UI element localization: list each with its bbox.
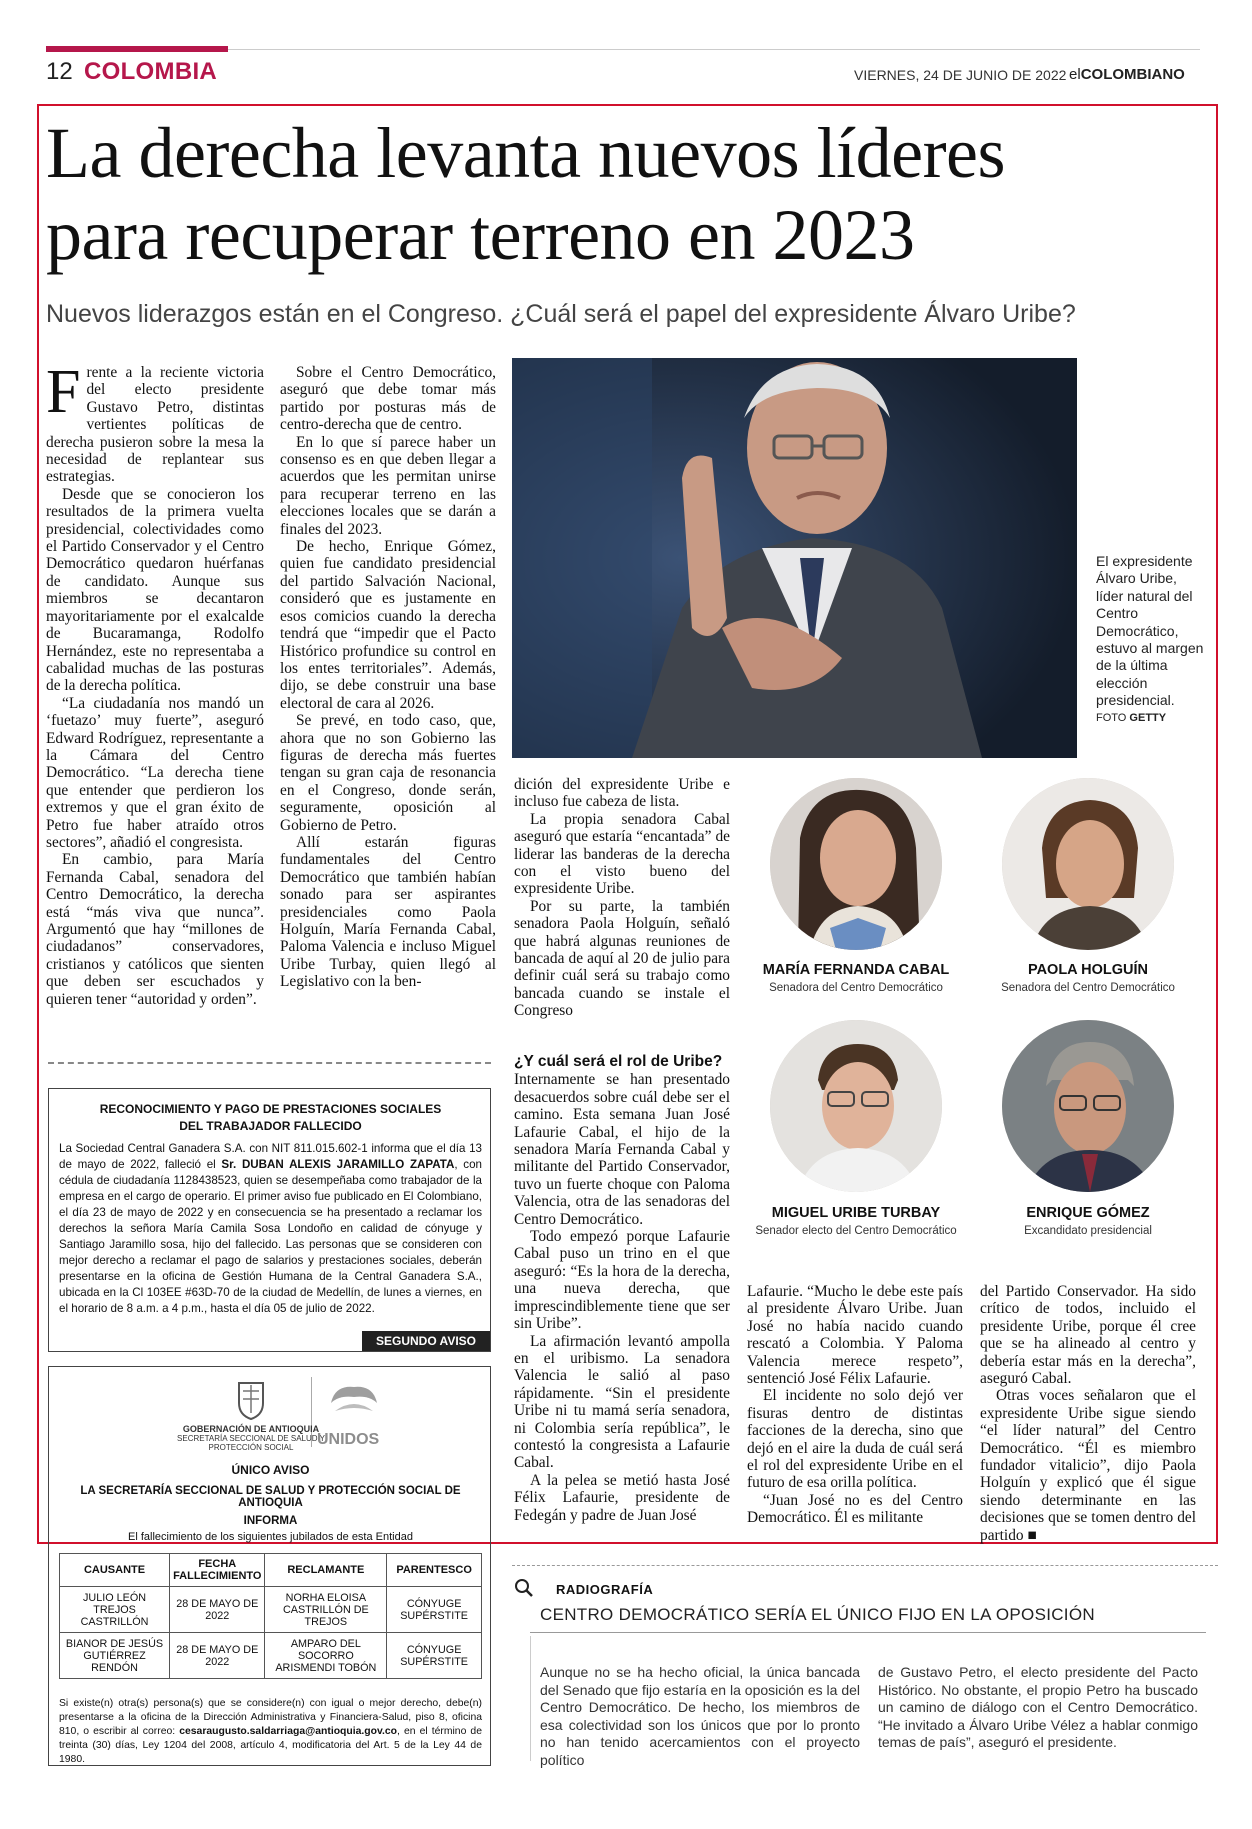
profile-name: MARÍA FERNANDA CABAL xyxy=(762,962,950,978)
death-notice-ad xyxy=(48,1088,491,1352)
table-row: BIANOR DE JESÚS GUTIÉRREZ RENDÓN 28 DE MAYO DE 2022 AMPARO DEL SOCORRO ARISMENDI TOBÓN CÓNYUGE SUPÉRSTITE xyxy=(60,1633,482,1679)
article-column-3-bottom: ¿Y cuál será el rol de Uribe? Internamente se han presentado desacuerdos sobre cuál debe ser el camino. Esta semana Juan José Lafaurie Cabal, el hijo de la senadora María Fernanda Cabal y militante del Partido Conservador, tuvo un fuerte choque con Paloma Valencia, otra de las senadoras del Centro Democrático. Todo empezó porque Lafaurie Cabal puso un trino en el que aseguró: “Es la hora de la derecha, una nueva derecha, que imprescindiblemente tiene que ser sin Uribe”. La afirmación levantó ampolla en el uribismo. La senadora Valencia le salió al paso rápidamente. “Sin el presidente Uribe ni tu mamá sería senadora, ni Colombia sería república”, le contestó la congresista a Lafaurie Cabal. A la pelea se metió hasta José Félix Lafaurie, presidente de Fedegán y padre de Juan José xyxy=(514,1053,730,1524)
article-column-2: Sobre el Centro Democrático, aseguró que debe tomar más partido por posturas más de centro-derecha que de centro. En lo que sí parece haber un consenso es en que deben llegar a acuerdos que les permitan unirse para recuperar terreno en las elecciones locales que se darán a finales del 2023. De hecho, Enrique Gómez, quien fue candidato presidencial del partido Salvación Nacional, consideró que es justamente en esos comicios cuando la derecha tendrá que “impedir que el Pacto Histórico profundice su control en los entes territoriales”. Además, dijo, se debe construir una base electoral de cara al 2026. Se prevé, en todo caso, que, ahora que no son Gobierno las figuras de derecha más fuertes tengan su gran caja de resonancia en el Congreso, donde serán, seguramente, oposición al Gobierno de Petro. Allí estarán figuras fundamentales del Centro Democrático que también habían sonado para ser aspirantes presidenciales como Paola Holguín, María Fernanda Cabal, Paloma Valencia e incluso Miguel Uribe Turbay, quien llegó al Legislativo con la ben- xyxy=(280,364,496,991)
profile-name: MIGUEL URIBE TURBAY xyxy=(771,1205,941,1221)
uribe-turbay-portrait xyxy=(770,1020,942,1192)
radiografia-label: RADIOGRAFÍA xyxy=(556,1582,654,1597)
notice-footer: Si existe(n) otra(s) persona(s) que se considere(n) con igual o mejor derecho, debe(n) presentarse a la oficina de la Dirección Administrativa y Financiera-Salud, piso 8, oficina 810, o escribir al correo: cesaraugusto.saldarriaga@antioquia.gov.co, en el término de treinta (30) días, Ley 1204 del 2008, artículo 4, modificatoria del Art. 5 de la Ley 44 de 1980. xyxy=(59,1698,482,1765)
gobernacion-notice-ad xyxy=(48,1366,491,1766)
photo-caption: El expresidente Álvaro Uribe, líder natural del Centro Democrático, estuvo al margen de la última elección presidencial. FOTO GETTY xyxy=(1096,553,1204,724)
article-column-3-top: dición del expresidente Uribe e incluso fue cabeza de lista. La propia senadora Cabal aseguró que estaría “encantada” de liderar las banderas de la derecha con el visto bueno del expresidente Uribe. Por su parte, la también senadora Paola Holguín, señaló que habrá algunas reuniones de bancada de aquí al 20 de julio para definir cuál será su trabajo como bancada cuando se instale el Congreso xyxy=(514,776,730,1020)
header-rule xyxy=(228,49,1200,50)
section-name: COLOMBIA xyxy=(84,58,218,85)
profile-name: PAOLA HOLGUÍN xyxy=(1027,962,1149,978)
page-number: 12 xyxy=(46,58,73,85)
ad-separator xyxy=(48,1062,491,1064)
portrait-illustration xyxy=(512,358,1077,758)
section-color-bar xyxy=(46,46,228,52)
uribe-role-subtitle: ¿Y cuál será el rol de Uribe? xyxy=(514,1053,723,1070)
cabal-portrait xyxy=(770,778,942,950)
profile-role: Senadora del Centro Democrático xyxy=(1001,982,1175,994)
profile-role: Senadora del Centro Democrático xyxy=(769,982,943,994)
gomez-portrait xyxy=(1002,1020,1174,1192)
notice-badge: SEGUNDO AVISO xyxy=(362,1331,490,1351)
subheadline: Nuevos liderazgos están en el Congreso. ¿Cuál será el papel del expresidente Álvaro Uribe? xyxy=(46,300,1076,328)
radiografia-rule xyxy=(530,1632,1206,1633)
notice-informa: INFORMA xyxy=(243,1515,298,1527)
coat-of-arms-icon xyxy=(235,1377,267,1421)
magnifier-icon xyxy=(514,1578,534,1598)
deceased-table xyxy=(59,1553,482,1679)
radiografia-title: CENTRO DEMOCRÁTICO SERÍA EL ÚNICO FIJO EN LA OPOSICIÓN xyxy=(540,1605,1095,1624)
table-row: JULIO LEÓN TREJOS CASTRILLÓN 28 DE MAYO DE 2022 NORHA ELOISA CASTRILLÓN DE TREJOS CÓNYUGE SUPÉRSTITE xyxy=(60,1587,482,1633)
article-column-1: Frente a la reciente victoria del electo presidente Gustavo Petro, distintas vertientes políticas de derecha pusieron sobre la mesa la necesidad de replantear sus estrategias. Desde que se conocieron los resultados de la primera vuelta presidencial, colectividades como el Partido Conservador y el Centro Democrático quedaron huérfanas de candidato. Aunque sus miembros se decantaron mayoritariamente por el exalcalde de Bucaramanga, Rodolfo Hernández, este no representaba a cabalidad muchas de las posturas de la derecha política. “La ciudadanía nos mandó un ‘fuetazo’ muy fuerte”, aseguró Edward Rodríguez, representante a la Cámara del Centro Democrático. “La derecha tiene que entender que perdieron los extremos y que el gran éxito de Petro fue haber atraído otros sectores”, añadió el congresista. En cambio, para María Fernanda Cabal, senadora del Centro Democrático, la derecha está “más viva que nunca”. Argumentó que hay “millones de ciudadanos” conservadores, cristianos y católicos que sienten que deben ser escuchados y quieren tener “autoridad y orden”. xyxy=(46,358,264,1008)
article-column-5: del Partido Conservador. Ha sido crítico de todos, incluido el presidente Uribe, porque él cree que se ha alineado al centro y debería estar más en la derecha”, aseguró Cabal. Otras voces señalaron que el expresidente Uribe sigue siendo “el líder natural” del Centro Democrático. “Él es miembro fundador vitalicio”, dijo Paola Holguín y explicó que él sigue siendo determinante en las decisiones que se tomen dentro del partido ■ xyxy=(980,1283,1196,1544)
uribe-photo xyxy=(512,358,1077,758)
issue-date: VIERNES, 24 DE JUNIO DE 2022 xyxy=(854,67,1067,83)
ad-title: RECONOCIMIENTO Y PAGO DE PRESTACIONES SOCIALES DEL TRABAJADOR FALLECIDO xyxy=(99,1102,442,1133)
profile-role: Senador electo del Centro Democrático xyxy=(755,1225,957,1237)
unidos-logo-icon xyxy=(325,1379,383,1423)
ad-body: La Sociedad Central Ganadera S.A. con NIT 811.015.602-1 informa que el día 13 de mayo de 2022, falleció el Sr. DUBAN ALEXIS JARAMILLO ZAPATA, con cédula de ciudadanía 1128438523, quien se desempeñaba como trabajador de la empresa en el cargo de operario. El primer aviso fue publicado en El Colombiano, el día 23 de mayo de 2022 y en consecuencia se ha presentado a reclamar los derechos la señora María Camila Sosa Londoño en calidad de cónyuge y Santiago Jaramillo sosa, hijo del fallecido. Las personas que se consideren con mejor derecho a reclamar el pago de salarios y prestaciones sociales, deberán presentarse en la oficina de Gestión Humana de la Central Ganadera S.A., ubicada en la Cl 103EE #63D-70 de la ciudad de Medellín, de lunes a viernes, en el horario de 8 a.m. a 4 p.m., hasta el día 05 de julio de 2022. xyxy=(59,1142,482,1315)
gobernacion-logo-text: GOBERNACIÓN DE ANTIOQUIA SECRETARÍA SECCIONAL DE SALUD Y PROTECCIÓN SOCIAL xyxy=(177,1424,325,1452)
radiografia-column-2: de Gustavo Petro, el electo presidente del Pacto Histórico. No obstante, el propio Petro ha buscado un camino de diálogo con el Centro Democrático. “He invitado a Álvaro Uribe Vélez a hablar conmigo temas de país”, aseguró el presidente. xyxy=(878,1664,1198,1751)
notice-issuer: LA SECRETARÍA SECCIONAL DE SALUD Y PROTECCIÓN SOCIAL DE ANTIOQUIA xyxy=(80,1485,461,1509)
newspaper-brand: elCOLOMBIANO xyxy=(1069,66,1185,83)
profile-role: Excandidato presidencial xyxy=(1024,1225,1152,1237)
unidos-wordmark: UNIDOS xyxy=(317,1431,380,1448)
profile-name: ENRIQUE GÓMEZ xyxy=(1026,1205,1150,1221)
radiografia-separator xyxy=(512,1565,1218,1566)
table-header-row: CAUSANTE FECHA FALLECIMIENTO RECLAMANTE PARENTESCO xyxy=(60,1554,482,1587)
article-column-4: Lafaurie. “Mucho le debe este país al presidente Álvaro Uribe. Juan José no había nacido cuando rescató a Colombia. Y Paloma Valencia merece respeto”, sentenció José Félix Lafaurie. El incidente no solo dejó ver fisuras dentro de distintas facciones de la derecha, sino que dejó en el aire la duda de cuál será el rol del expresidente Uribe en el futuro de esa orilla política. “Juan José no es del Centro Democrático. Él es militante xyxy=(747,1283,963,1527)
headline: La derecha levanta nuevos líderes para recuperar terreno en 2023 xyxy=(46,113,1006,275)
radiografia-vertical-rule xyxy=(530,1636,531,1761)
holguin-portrait xyxy=(1002,778,1174,950)
notice-description: El fallecimiento de los siguientes jubilados de esta Entidad xyxy=(128,1531,413,1543)
notice-type: ÚNICO AVISO xyxy=(231,1463,310,1477)
radiografia-column-1: Aunque no se ha hecho oficial, la única bancada del Senado que fijo estaría en la oposición es la del Centro Democrático. De hecho, los miembros de esa colectividad son los únicos que por lo pronto no han tenido acercamientos con el proyecto político xyxy=(540,1664,860,1768)
drop-cap: F xyxy=(46,358,81,426)
